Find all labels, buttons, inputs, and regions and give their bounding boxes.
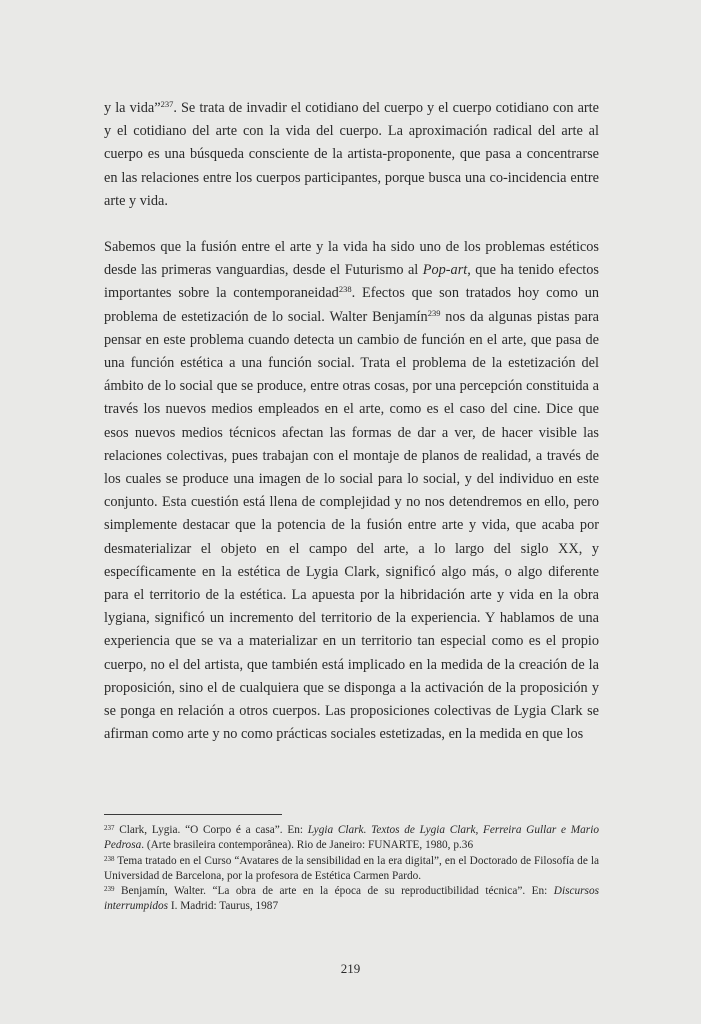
footnote-number: 238 — [104, 854, 115, 863]
footnote-ref-239[interactable]: 239 — [427, 307, 441, 318]
paragraph-2-text-c: . Efectos que son tratados hoy como un problema de estetización de lo social. Walter Benjamín — [104, 285, 599, 325]
footnote-238 — [104, 854, 599, 885]
footnote-italic-title: Lygia Clark. Textos de Lygia Clark, Ferreira Gullar e Mario Pedrosa — [104, 824, 599, 852]
paragraph-2-text: Sabemos que la fusión entre el arte y la vida ha sido uno de los problemas estéticos desde las primeras vanguardias, desde el Futurismo al — [104, 239, 599, 279]
footnote-ref-238[interactable]: 238 — [338, 284, 352, 295]
footnote-237 — [104, 823, 599, 854]
footnote-italic-title: Discursos interrumpidos — [104, 885, 599, 913]
footnote-239 — [104, 884, 599, 915]
footnote-text: Benjamín, Walter. “La obra de arte en la época de su reproductibilidad técnica”. En: — [114, 885, 554, 898]
paragraph-1-text-cont: . Se trata de invadir el cotidiano del cuerpo y el cuerpo cotidiano con arte y el cotidiano del arte con la vida del cuerpo. La aproximación radical del arte al cuerpo es una búsqueda consciente de la artista-proponente, que pasa a concentrarse en las relaciones entre los cuerpos participantes, porque busca una co-incidencia entre arte y vida. — [104, 100, 600, 209]
footnote-text: Tema tratado en el Curso “Avatares de la sensibilidad en la era digital”, en el Doctorado de Filosofía de la Universidad de Barcelona, por la profesora de Estética Carmen Pardo. — [104, 854, 599, 882]
body-paragraph-2 — [104, 236, 599, 746]
page-number: 219 — [340, 961, 361, 976]
paragraph-1-text: y la vida” — [104, 100, 161, 116]
footnote-ref-237[interactable]: 237 — [160, 99, 174, 109]
footnote-text-cont: I. Madrid: Taurus, 1987 — [168, 900, 279, 913]
footnotes-section — [104, 823, 599, 915]
footnote-text: Clark, Lygia. “O Corpo é a casa”. En: — [114, 824, 308, 836]
footnote-number: 237 — [104, 824, 115, 832]
paragraph-2-text-b: , que ha tenido efectos importantes sobre la contemporaneidad — [104, 262, 599, 302]
footnote-number: 239 — [104, 885, 115, 894]
footnote-divider — [104, 814, 282, 815]
paragraph-2-text-d: nos da algunas pistas para pensar en este problema cuando detecta un cambio de función en el arte, que pasa de una función estética a una función social. Trata el problema de la estetización del ámbito de lo social que se produce, entre otras cosas, por una percepción constituida a través los nuevos medios empleados en el arte, como es el caso del cine. Dice que esos nuevos medios técnicos afectan las formas de dar a ver, de hacer visible las relaciones colectivas, pues trabajan con el montaje de planos de realidad, a través de los cuales se produce una imagen de lo social para lo social, y del individuo en este conjunto. Esta cuestión está llena de complejidad y no nos detendremos en ello, pero simplemente destacar que la potencia de la fusión entre arte y vida, que acaba por desmaterializar el objeto en el campo del arte, a lo largo del siglo XX, y específicamente en la estética de Lygia Clark, significó algo más, o algo diferente para el territorio de la estética. La apuesta por la hibridación arte y vida en la obra lygiana, significó un incremento del territorio de la experiencia. Y hablamos de una experiencia que se va a materializar en un territorio tan especial como es el propio cuerpo, no el del artista, que también está implicado en la medida de la creación de la proposición, sino el de cualquiera que se disponga a la activación de la proposición y se ponga en relación a otros cuerpos. Las proposiciones colectivas de Lygia Clark se afirman como arte y no como prácticas sociales estetizadas, en la medida en que los — [104, 308, 599, 743]
body-paragraph-1 — [104, 97, 599, 213]
pop-art-italic: Pop-art — [422, 262, 468, 279]
footnote-text-cont: . (Arte brasileira contemporânea). Rio de Janeiro: FUNARTE, 1980, p.36 — [141, 839, 474, 852]
